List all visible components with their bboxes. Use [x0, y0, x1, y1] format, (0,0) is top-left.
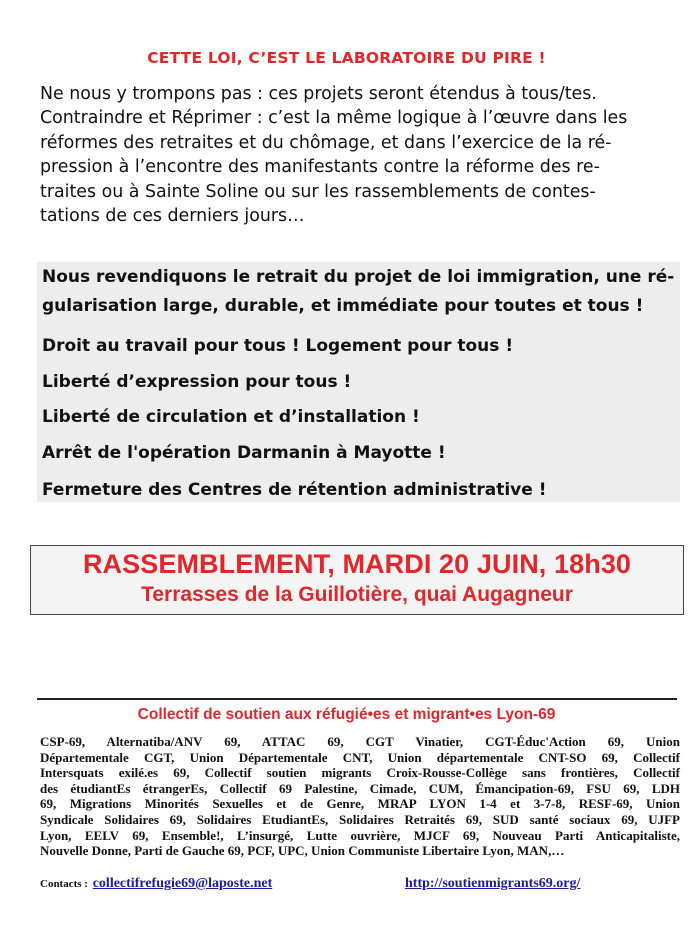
intro-line: Ne nous y trompons pas : ces projets seront étendus à tous/tes.: [40, 84, 597, 104]
contacts-label: Contacts :: [40, 878, 88, 890]
rally-box: [30, 545, 684, 615]
collective-title: Collectif de soutien aux réfugié•es et migrant•es Lyon-69: [137, 706, 556, 723]
organizations-line: CSP-69, Alternatiba/ANV 69, ATTAC 69, CGT Vinatier, CGT-Éduc'Action 69, Union: [40, 734, 680, 749]
divider: [37, 698, 677, 700]
demand-line: Liberté d’expression pour tous !: [42, 372, 352, 392]
intro-line: traites ou à Sainte Soline ou sur les rassemblements de contes-: [40, 181, 596, 202]
intro-paragraph: [40, 82, 680, 228]
organizations-line: Départementale CGT, Union Départementale CNT, Union départementale CNT-SO 69, Collectif: [40, 749, 680, 765]
intro-line: Contraindre et Réprimer : c’est la même logique à l’œuvre dans les: [40, 108, 628, 129]
email-link[interactable]: collectifrefugie69@laposte.net: [92, 876, 273, 891]
contacts-row: [40, 876, 680, 892]
organizations-line: Syndicale Solidaires 69, Solidaires EtudiantEs, Solidaires Retraités 69, SUD santé sociaux 69, UJFP: [40, 811, 680, 827]
intro-line: réformes des retraites et du chômage, et dans l’exercice de la ré-: [40, 132, 612, 153]
intro-line: tations de ces derniers jours…: [40, 206, 305, 227]
organizations-line: 69, Migrations Minorités Sexuelles et de Genre, MRAP LYON 1-4 et 3-7-8, RESF-69, Union: [40, 796, 680, 812]
demand-line: Liberté de circulation et d’installation !: [42, 407, 420, 427]
intro-line: pression à l’encontre des manifestants contre la réforme des re-: [40, 157, 600, 178]
demands-box: [37, 262, 680, 502]
organizations-line: Intersquats exilé.es 69, Collectif soutien migrants Croix-Rousse-Collège sans frontières, Collectif: [40, 765, 680, 781]
demand-line: Arrêt de l'opération Darmanin à Mayotte !: [42, 443, 446, 463]
website-link[interactable]: http://soutienmigrants69.org/: [405, 876, 581, 891]
rally-location: Terrasses de la Guillotière, quai Augagneur: [141, 583, 573, 606]
demand-line: gularisation large, durable, et immédiate pour toutes et tous !: [42, 296, 644, 316]
rally-title: RASSEMBLEMENT, MARDI 20 JUIN, 18h30: [82, 549, 632, 579]
organizations-line: Nouvelle Donne, Parti de Gauche 69, PCF, UPC, Union Communiste Libertaire Lyon, MAN,…: [40, 843, 565, 859]
organizations-list: [40, 734, 680, 859]
organizations-line: des étudiantEs étrangerEs, Collectif 69 Palestine, Cimade, CUM, Émancipation-69, FSU 69, LDH: [40, 780, 680, 796]
organizations-line: Lyon, EELV 69, Ensemble!, L’insurgé, Lutte ouvrière, MJCF 69, Nouveau Parti Anticapitaliste,: [40, 827, 680, 843]
demand-line: Nous revendiquons le retrait du projet de loi immigration, une ré-: [42, 267, 675, 287]
headline: CETTE LOI, C’EST LE LABORATOIRE DU PIRE !: [147, 49, 546, 67]
demand-line: Droit au travail pour tous ! Logement pour tous !: [42, 336, 514, 356]
demand-line: Fermeture des Centres de rétention administrative !: [42, 480, 547, 500]
